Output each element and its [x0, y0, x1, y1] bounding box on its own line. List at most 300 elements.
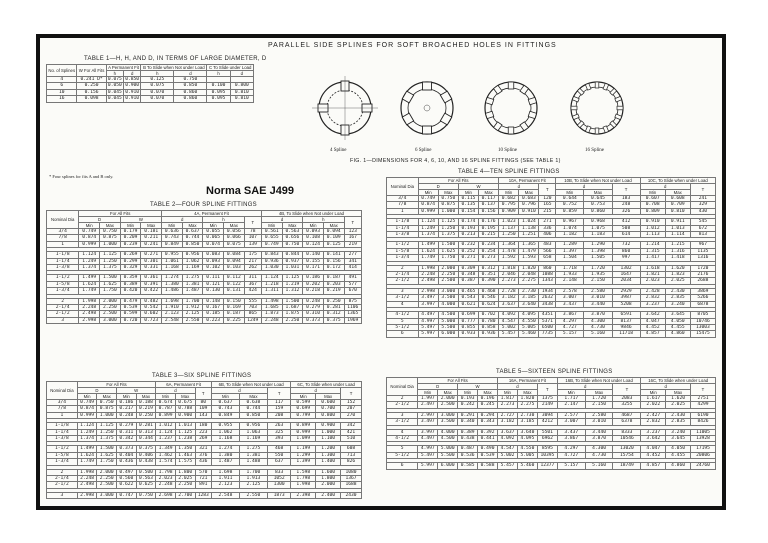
table-cell: 0.999	[291, 429, 316, 435]
table-cell: 1.817	[498, 396, 518, 402]
table4-sub-header: d	[556, 184, 612, 190]
table-cell: 1.000	[438, 208, 458, 214]
table-cell: 0.250	[323, 298, 344, 304]
table-cell: 0.752	[556, 202, 584, 208]
table-cell: 0.699	[291, 406, 316, 412]
table4-sub-header: d	[499, 184, 539, 190]
table-cell: 0.375	[323, 317, 344, 323]
table-cell: 1.275	[239, 446, 267, 452]
table-cell: 2.048	[519, 272, 539, 278]
table-cell: 4212	[537, 419, 557, 425]
nominal-dia-cell: 7/8	[47, 406, 78, 412]
table-cell: 732	[612, 242, 640, 248]
table5-group-header: For All Fits	[418, 378, 498, 384]
table-cell: 2.150	[584, 278, 612, 284]
table-cell: 2.498	[79, 311, 100, 317]
table-cell: 1.169	[182, 265, 203, 271]
table-cell: 2.273	[498, 402, 518, 408]
table-cell: 2.500	[97, 482, 117, 488]
table-cell: 3.497	[418, 295, 438, 301]
table-cell: 0.780	[479, 318, 499, 324]
table4-group-header: 10B, To Slide when Not under Load	[556, 178, 640, 184]
table-cell: 1.250	[499, 232, 519, 238]
table-cell: 0.193	[458, 396, 478, 402]
table-cell: 1.875	[282, 311, 303, 317]
minmax-header: Max	[100, 223, 121, 229]
table-cell: 0.148	[203, 298, 224, 304]
table-cell: 6.000	[438, 331, 458, 337]
table-cell: 0.956	[239, 423, 267, 429]
table-cell: 0.100	[207, 83, 230, 89]
table-cell: 20806	[690, 452, 715, 458]
table-cell: 1.200	[316, 446, 341, 452]
table-cell: 0.850	[174, 83, 207, 89]
table-cell: 2.248	[77, 476, 97, 482]
table-cell: 2.498	[418, 278, 438, 284]
table-cell: 3869	[690, 288, 715, 294]
nominal-dia-cell: 3	[47, 492, 78, 498]
table-cell: 4299	[690, 402, 715, 408]
figure-label: 4 Spline	[330, 148, 347, 153]
table-cell: 5.000	[438, 318, 458, 324]
table4-sub-header: W	[458, 184, 498, 190]
table-cell: 3.640	[517, 429, 537, 435]
table-cell: 2.730	[517, 412, 537, 418]
nominal-dia-cell: 1-1/8	[47, 252, 79, 258]
table-cell: 1.299	[291, 452, 316, 458]
table-cell: 2.548	[162, 317, 183, 323]
table-cell: 0.179	[120, 229, 141, 235]
table-cell: 0.560	[117, 476, 137, 482]
table-cell: 4.730	[584, 324, 612, 330]
table-cell: 4.727	[556, 324, 584, 330]
table-cell: 1.910	[162, 305, 183, 311]
table-cell: 0.709	[665, 202, 690, 208]
table-cell: 0.968	[584, 219, 612, 225]
table-cell: 0.094	[223, 258, 244, 264]
table-cell: 406	[539, 232, 556, 238]
table-cell: 1.250	[100, 258, 121, 264]
table-cell: 3.997	[418, 429, 438, 435]
table-cell: 3.640	[519, 301, 539, 307]
table-cell: 0.563	[282, 229, 303, 235]
table-cell: 4687	[613, 412, 641, 418]
table-cell: 78	[244, 229, 261, 235]
figure-label: 16 Spline	[585, 148, 605, 153]
table-cell: 1.380	[162, 281, 183, 287]
table-cell: 2.548	[211, 492, 239, 498]
table-cell: 0.874	[79, 235, 100, 241]
table-cell: 1.374	[418, 232, 438, 238]
nominal-dia-cell: 1-1/4	[47, 258, 79, 264]
table-cell: 1.024	[519, 219, 539, 225]
table-cell: 4.452	[641, 452, 666, 458]
table-cell: 1.374	[79, 265, 100, 271]
minmax-header: Min	[120, 223, 141, 229]
table-cell: 4.050	[666, 446, 691, 452]
table-cell: 1.998	[79, 298, 100, 304]
minmax-header: Max	[141, 223, 162, 229]
table-cell: 1.375	[97, 436, 117, 442]
table-cell: 0.967	[556, 219, 584, 225]
nominal-dia-cell: 5-1/2	[387, 324, 419, 330]
table-cell: 0.749	[77, 400, 97, 406]
table-cell: 0.241	[141, 241, 162, 247]
spline-tooth	[485, 111, 493, 118]
table-cell: 0.167	[203, 305, 224, 311]
table-cell: 0.066	[223, 235, 244, 241]
table-cell: 1080	[341, 469, 362, 475]
table-cell: 0.858	[479, 324, 499, 330]
spline-standard-page	[40, 38, 722, 506]
table-cell: 0.111	[203, 275, 224, 281]
table-cell: 0.795	[499, 202, 519, 208]
table-cell: 4.860	[666, 463, 691, 469]
table-cell: 1.399	[291, 459, 316, 465]
table-cell: 1.168	[211, 436, 239, 442]
table-cell: 1.374	[77, 436, 97, 442]
table-cell: 0.351	[479, 272, 499, 278]
table-cell: 865	[244, 311, 261, 317]
minmax-header: Min	[499, 190, 519, 196]
table-cell: 3.240	[666, 429, 691, 435]
table-cell: 0.702	[479, 312, 499, 318]
table-cell: 5.160	[585, 463, 613, 469]
table-cell: 3.182	[498, 419, 518, 425]
minmax-header: Min	[640, 190, 665, 196]
table-cell: 0.171	[303, 265, 324, 271]
table4-sub-header: T	[690, 184, 715, 196]
table-cell: 6591	[612, 312, 640, 318]
table-cell: 5208	[612, 301, 640, 307]
table-cell: 2.430	[666, 412, 691, 418]
table-cell: 2.000	[438, 396, 458, 402]
table-cell: 967	[690, 242, 715, 248]
table-cell: 0.232	[458, 242, 478, 248]
table-cell: 0.875	[97, 406, 117, 412]
table-cell: 1.498	[261, 298, 282, 304]
table-cell: 508	[612, 225, 640, 231]
table-cell: 215	[539, 208, 556, 214]
table-cell: 1.124	[79, 252, 100, 258]
table-cell: 1.998	[77, 469, 97, 475]
table-cell: 1.487	[211, 459, 239, 465]
table-cell: 1.300	[316, 452, 341, 458]
table-cell: 167	[344, 235, 361, 241]
table-cell: 329	[690, 202, 715, 208]
table-cell: 4.095	[519, 312, 539, 318]
table-cell: 614	[612, 232, 640, 238]
spline-tooth	[520, 85, 529, 94]
table-cell: 1.124	[418, 219, 438, 225]
table-cell: 12377	[537, 463, 557, 469]
table-cell: 1.499	[77, 446, 97, 452]
table-cell: 8426	[690, 419, 715, 425]
table-cell: 1.062	[182, 258, 203, 264]
table-cell: 608	[341, 446, 362, 452]
table-cell: 1.478	[499, 248, 519, 254]
table-cell: 2929	[612, 288, 640, 294]
table-cell: 5.005	[519, 324, 539, 330]
table-cell: 0.075	[141, 83, 174, 89]
table-cell: 0.844	[282, 252, 303, 258]
table-cell: 1.219	[282, 281, 303, 287]
table-cell: 0.311	[117, 429, 137, 435]
table-cell: 1.418	[665, 255, 690, 261]
table-cell: 0.373	[303, 317, 324, 323]
table-cell: 2.730	[519, 288, 539, 294]
minmax-header: Min	[261, 223, 282, 229]
nominal-dia-cell: 5	[387, 318, 419, 324]
table-cell: 0.075	[223, 241, 244, 247]
four-spline-drawing	[310, 74, 380, 146]
table-cell: 5.002	[499, 324, 519, 330]
table-cell: 2.273	[499, 278, 519, 284]
table-cell: 3.240	[665, 301, 690, 307]
table1-title: TABLE 1—H, H, AND D, IN TERMS OF LARGE DIAMETER, D	[84, 56, 267, 62]
table-cell: 3438	[539, 301, 556, 307]
table-cell: 0.331	[141, 265, 162, 271]
table-cell: 0.391	[141, 281, 162, 287]
table-cell: 5.500	[438, 452, 458, 458]
table-cell: 219	[344, 241, 361, 247]
minmax-header: Min	[203, 223, 224, 229]
table-cell: 0.156	[479, 208, 499, 214]
table-cell: 2.025	[665, 278, 690, 284]
minmax-header: Min	[303, 223, 324, 229]
table-cell: 0.084	[223, 252, 244, 258]
table-cell: 1.593	[519, 255, 539, 261]
table-cell: 3.185	[519, 295, 539, 301]
minmax-header: Max	[519, 190, 539, 196]
table-cell: 5.157	[557, 463, 585, 469]
table-cell: 0.700	[316, 406, 341, 412]
ten-spline-drawing	[476, 74, 546, 146]
table-cell: 2632	[539, 295, 556, 301]
table-cell: 15754	[613, 452, 641, 458]
table3-sub-header: T	[341, 388, 362, 400]
table-cell: 1.998	[418, 265, 438, 271]
table-cell: 6.000	[438, 463, 458, 469]
table-cell: 0.390	[479, 278, 499, 284]
table-cell: 1.000	[97, 412, 117, 418]
spline-tooth	[617, 106, 623, 110]
minmax-header: Min	[418, 190, 438, 196]
table2-group-header: 4A, Permanent Fit	[162, 211, 262, 217]
nominal-dia-cell: 6	[387, 463, 418, 469]
table-cell: 0.855	[458, 324, 478, 330]
table-cell: 1.249	[418, 225, 438, 231]
table-cell: 271	[539, 219, 556, 225]
table-cell: 1.488	[239, 459, 267, 465]
table-cell: 0.933	[458, 331, 478, 337]
table-cell: 0.561	[261, 229, 282, 235]
table-cell: 2.727	[498, 412, 518, 418]
table-cell: 0.809	[640, 208, 665, 214]
table-cell: 0.468	[479, 288, 499, 294]
table-cell: 0.622	[117, 482, 137, 488]
table-cell: 0.137	[479, 202, 499, 208]
table-cell: 2.500	[100, 311, 121, 317]
table-cell: 0.281	[136, 423, 156, 429]
table-cell: 0.910	[640, 219, 665, 225]
table2-sub-header: D	[79, 217, 120, 223]
table-cell: 4.497	[418, 436, 438, 442]
table-cell: 0.636	[162, 229, 183, 235]
table-cell: 3.185	[517, 419, 537, 425]
nominal-dia-cell: 3-1/2	[387, 419, 418, 425]
table-cell: 0.656	[282, 235, 303, 241]
table2-sub-header: d	[261, 217, 302, 223]
table-cell: 0.125	[141, 77, 174, 83]
table-cell: 483	[539, 242, 556, 248]
table-cell: 0.135	[458, 202, 478, 208]
table-cell: 703	[244, 305, 261, 311]
spline-tooth	[603, 126, 609, 133]
table-cell: 0.070	[141, 89, 174, 95]
table-cell: 0.202	[303, 281, 324, 287]
table2-group-header: 4B, To Slide when Not under Load	[261, 211, 361, 217]
table-cell: 3.000	[438, 412, 458, 418]
table-cell: 1.749	[79, 288, 100, 294]
table-cell: 0.539	[120, 305, 141, 311]
table-cell: 5.457	[499, 331, 519, 337]
table-cell: 1.315	[640, 248, 665, 254]
nominal-dia-cell: 2	[47, 469, 78, 475]
table-cell: 24760	[690, 463, 715, 469]
nominal-dia-cell: 1	[47, 241, 79, 247]
table-cell: 4.550	[517, 446, 537, 452]
table-cell: 1283	[195, 492, 211, 498]
table-cell: 208	[267, 412, 290, 418]
table3-sub-header: T	[267, 388, 290, 400]
table-cell: 875	[344, 298, 361, 304]
table-cell: 3.500	[438, 295, 458, 301]
table-cell: 4.092	[498, 436, 518, 442]
table-cell: 1.617	[641, 396, 666, 402]
table-cell: 1.290	[584, 242, 612, 248]
table-cell: 0.777	[458, 318, 478, 324]
table-cell: 1.698	[211, 469, 239, 475]
table-cell: 4.047	[641, 446, 666, 452]
table4-sub-header: T	[612, 184, 640, 196]
table-cell: 6962	[537, 436, 557, 442]
table-cell: 18749	[613, 463, 641, 469]
table4-nominal-header: Nominal Dia	[387, 178, 419, 196]
table-cell: 2430	[341, 492, 362, 498]
table-cell: 0.392	[478, 429, 498, 435]
table-cell: 2.550	[182, 317, 203, 323]
table-cell: 0.750	[282, 241, 303, 247]
table-cell: 0.536	[458, 452, 478, 458]
table-cell: 1.381	[239, 452, 267, 458]
table-cell: 0.899	[291, 423, 316, 429]
table-cell: 0.637	[211, 400, 239, 406]
table-cell: 0.218	[303, 288, 324, 294]
table-cell: 1.499	[79, 275, 100, 281]
table-cell: 0.500	[136, 469, 156, 475]
table-cell: 1.137	[499, 225, 519, 231]
table4-group-header: 10C, To Slide when under Load	[640, 178, 715, 184]
table-cell: 0.125	[323, 241, 344, 247]
table-cell: 0.065	[203, 235, 224, 241]
nominal-dia-cell: 2-1/2	[47, 482, 78, 488]
minmax-header: Min	[418, 390, 438, 396]
table5-group-header: 16B, To Slide when Not under Load	[557, 378, 641, 384]
minmax-header: Min	[557, 390, 585, 396]
spline-tooth	[402, 91, 413, 103]
table-cell: 0.800	[316, 412, 341, 418]
table5-sub-header: T	[613, 384, 641, 396]
table-cell: 183	[612, 196, 640, 202]
table-cell: 468	[267, 446, 290, 452]
minmax-header: Min	[291, 394, 316, 400]
table-cell: 412	[612, 219, 640, 225]
table-cell: 0.271	[458, 255, 478, 261]
table-cell: 4.297	[556, 318, 584, 324]
table-cell: 277	[344, 252, 361, 258]
table-cell: 0.150	[223, 298, 244, 304]
spline-tooth	[485, 97, 493, 104]
nominal-dia-cell: 5	[387, 446, 418, 452]
table5-sub-header: d	[641, 384, 691, 390]
nominal-dia-cell: 6	[387, 331, 419, 337]
table-cell: 2.428	[640, 288, 665, 294]
table-cell: 0.279	[117, 423, 137, 429]
table-cell: 0.094	[323, 229, 344, 235]
table-row	[47, 96, 254, 102]
nominal-dia-cell: 1-3/4	[47, 459, 78, 465]
table-cell: 1.012	[640, 225, 665, 231]
table-cell: 1.600	[316, 469, 341, 475]
table-cell: 0.910	[125, 96, 140, 102]
table-cell: 1.500	[282, 298, 303, 304]
table-cell: 376	[195, 452, 211, 458]
table-cell: 0.342	[117, 436, 137, 442]
table-cell: 1.750	[100, 288, 121, 294]
table-cell: 0.599	[120, 311, 141, 317]
table-cell: 5501	[537, 429, 557, 435]
table-cell: 3.010	[585, 419, 613, 425]
table-cell: 0.093	[203, 258, 224, 264]
minmax-header: Min	[458, 190, 478, 196]
table-cell: 0.608	[665, 196, 690, 202]
table-cell: 0.744	[182, 235, 203, 241]
table-cell: 1365	[344, 311, 361, 317]
table-cell: 2.835	[665, 295, 690, 301]
table-cell: 0.850	[125, 77, 140, 82]
table-cell: 1.818	[499, 265, 519, 271]
table-cell: 1.274	[211, 446, 239, 452]
table-cell: 0.860	[584, 208, 612, 214]
table-cell: 1.504	[556, 255, 584, 261]
table-cell: 2.000	[97, 469, 117, 475]
table-cell: 0.294	[478, 412, 498, 418]
sixteen-spline-drawing	[562, 74, 632, 146]
nominal-dia-cell: 2-1/4	[47, 305, 79, 311]
table5-title: TABLE 5—SIXTEEN SPLINE FITTINGS	[496, 369, 613, 375]
table-cell: 1.486	[162, 288, 183, 294]
table-cell: 4.727	[557, 452, 585, 458]
table-cell: 0.743	[211, 406, 239, 412]
table-cell: 1.125	[282, 275, 303, 281]
norma-label: Norma SAE J499	[206, 185, 295, 197]
table-cell: 0.273	[479, 255, 499, 261]
table-cell: 5266	[690, 295, 715, 301]
table-cell: 4.547	[499, 318, 519, 324]
table-cell: 0.169	[223, 305, 244, 311]
table-cell: 0.112	[223, 275, 244, 281]
